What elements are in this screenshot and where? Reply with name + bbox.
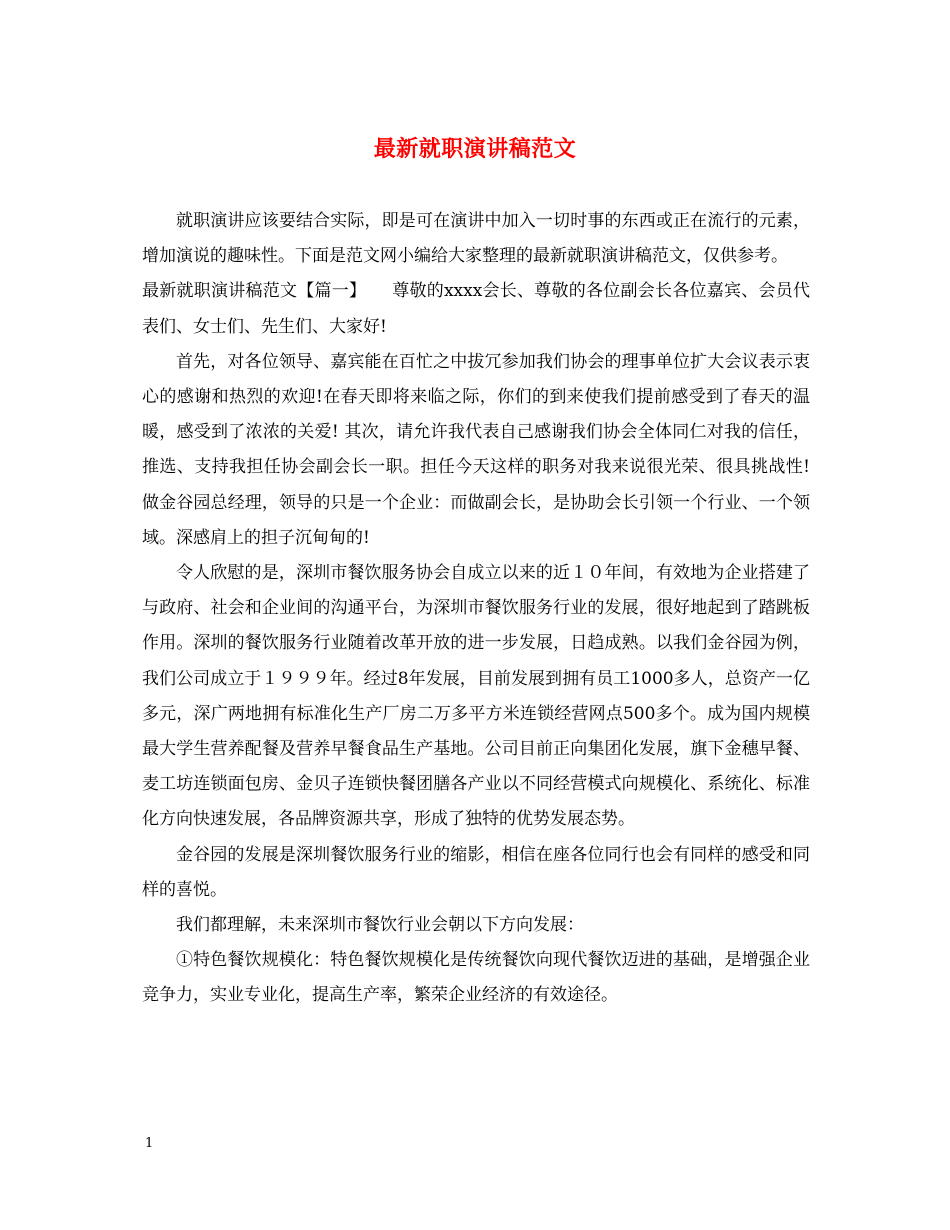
paragraph-thanks: 首先，对各位领导、嘉宾能在百忙之中拔冗参加我们协会的理事单位扩大会议表示衷心的感谢和热烈的欢迎!在春天即将来临之际，你们的到来使我们提前感受到了春天的温暖，感受到了浓浓的关爱! 其次，请允许我代表自己感谢我们协会全体同仁对我的信任，推选、支持我担任协会副会长一职。担任今天这样的职务对我来说很光荣、很具挑战性!做金谷园总经理，领导的只是一个企业：而做副会长，是协助会长引领一个行业、一个领域。深感肩上的担子沉甸甸的! (142, 351, 810, 548)
paragraph-industry: 金谷园的发展是深圳餐饮服务行业的缩影，相信在座各位同行也会有同样的感受和同样的喜悦。 (142, 844, 810, 900)
document-body (142, 204, 810, 1014)
paragraph-direction: 我们都理解，未来深圳市餐饮行业会朝以下方向发展： (176, 915, 584, 936)
page-number: 1 (145, 1136, 154, 1151)
paragraph-point-one: ①特色餐饮规模化：特色餐饮规模化是传统餐饮向现代餐饮迈进的基础，是增强企业竞争力，实业专业化，提高生产率，繁荣企业经济的有效途径。 (142, 950, 810, 1006)
paragraph-intro: 就职演讲应该要结合实际，即是可在演讲中加入一切时事的东西或正在流行的元素，增加演说的趣味性。下面是范文网小编给大家整理的最新就职演讲稿范文，仅供参考。 (142, 211, 810, 267)
paragraph-company: 令人欣慰的是，深圳市餐饮服务协会自成立以来的近１０年间，有效地为企业搭建了与政府、社会和企业间的沟通平台，为深圳市餐饮服务行业的发展，很好地起到了踏跳板作用。深圳的餐饮服务行业随着改革开放的进一步发展，日趋成熟。以我们金谷园为例，我们公司成立于１９９９年。经过8年发展，目前发展到拥有员工1000多人，总资产一亿多元，深广两地拥有标准化生产厂房二万多平方米连锁经营网点500多个。成为国内规模最大学生营养配餐及营养早餐食品生产基地。公司目前正向集团化发展，旗下金穗早餐、麦工坊连锁面包房、金贝子连锁快餐团膳各产业以不同经营模式向规模化、系统化、标准化方向快速发展，各品牌资源共享，形成了独特的优势发展态势。 (142, 563, 810, 830)
paragraph-salutation: 最新就职演讲稿范文【篇一】 尊敬的xxxx会长、尊敬的各位副会长各位嘉宾、会员代表们、女士们、先生们、大家好! (142, 281, 810, 337)
document-title: 最新就职演讲稿范文 (373, 136, 577, 162)
